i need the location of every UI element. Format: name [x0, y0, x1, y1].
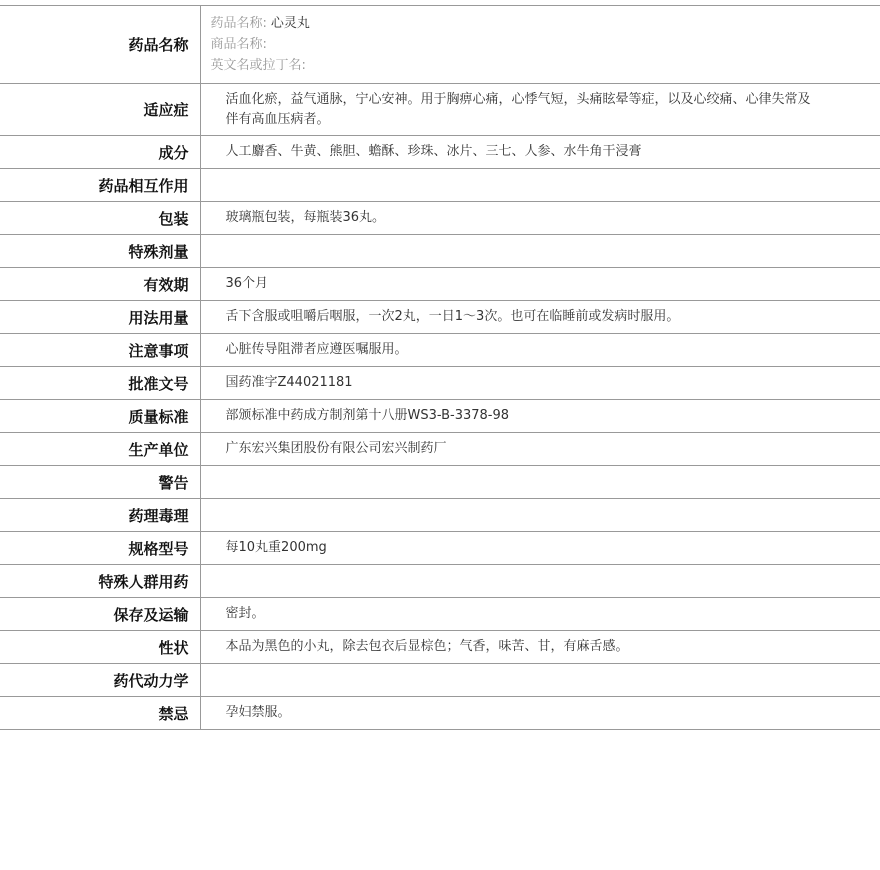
row-quality-standard [0, 400, 880, 433]
row-shelf-life [0, 268, 880, 301]
row-label: 规格型号 [0, 532, 200, 565]
row-value: 心脏传导阻滞者应遵医嘱服用。 [225, 342, 408, 357]
row-value [200, 466, 880, 499]
row-special-populations [0, 565, 880, 598]
row-label: 用法用量 [0, 301, 200, 334]
row-contraindications [0, 697, 880, 730]
row-label: 药品相互作用 [0, 169, 200, 202]
row-label: 质量标准 [0, 400, 200, 433]
row-indications [0, 84, 880, 136]
english-name-label: 英文名或拉丁名: [210, 58, 306, 73]
row-approval-number [0, 367, 880, 400]
row-label: 包装 [0, 202, 200, 235]
row-value: 密封。 [225, 606, 265, 621]
generic-name-line [211, 13, 871, 34]
drug-info-table [0, 5, 880, 730]
row-value: 广东宏兴集团股份有限公司宏兴制药厂 [225, 441, 447, 456]
row-value: 国药准字Z44021181 [225, 375, 353, 390]
row-storage-transport [0, 598, 880, 631]
row-value: 每10丸重200mg [225, 540, 327, 555]
trade-name-label: 商品名称: [210, 37, 267, 52]
row-label: 性状 [0, 631, 200, 664]
row-value: 活血化瘀，益气通脉，宁心安神。用于胸痹心痛，心悸气短，头痛眩晕等症，以及心绞痛、心律失常及伴有高血压病者。 [225, 91, 811, 127]
row-pharmacokinetics [0, 664, 880, 697]
english-name-line [211, 55, 871, 76]
row-value: 人工麝香、牛黄、熊胆、蟾酥、珍珠、冰片、三七、人参、水牛角干浸膏 [225, 144, 642, 159]
row-ingredients [0, 136, 880, 169]
row-value [200, 235, 880, 268]
row-label: 药理毒理 [0, 499, 200, 532]
trade-name-line [211, 34, 871, 55]
row-value: 舌下含服或咀嚼后咽服，一次2丸，一日1～3次。也可在临睡前或发病时服用。 [225, 309, 680, 324]
row-label: 有效期 [0, 268, 200, 301]
row-packaging [0, 202, 880, 235]
row-label: 警告 [0, 466, 200, 499]
row-description [0, 631, 880, 664]
row-usage-dosage [0, 301, 880, 334]
row-label: 成分 [0, 136, 200, 169]
row-label: 特殊人群用药 [0, 565, 200, 598]
row-label: 保存及运输 [0, 598, 200, 631]
row-label: 注意事项 [0, 334, 200, 367]
row-precautions [0, 334, 880, 367]
row-value: 玻璃瓶包装，每瓶装36丸。 [225, 210, 386, 225]
row-interactions [0, 169, 880, 202]
row-value [200, 169, 880, 202]
row-specification [0, 532, 880, 565]
row-label: 适应症 [0, 84, 200, 136]
row-label: 药品名称 [0, 6, 200, 84]
row-value: 本品为黑色的小丸，除去包衣后显棕色；气香，味苦、甘，有麻舌感。 [225, 639, 629, 654]
row-special-dosage [0, 235, 880, 268]
row-pharmacology [0, 499, 880, 532]
row-drug-name [0, 6, 880, 84]
row-warning [0, 466, 880, 499]
row-label: 禁忌 [0, 697, 200, 730]
drug-name-cell [200, 6, 880, 84]
row-label: 药代动力学 [0, 664, 200, 697]
row-label: 生产单位 [0, 433, 200, 466]
generic-name-label: 药品名称: [210, 16, 267, 31]
row-manufacturer [0, 433, 880, 466]
row-value [200, 565, 880, 598]
row-value [200, 664, 880, 697]
row-value: 孕妇禁服。 [225, 705, 291, 720]
generic-name-value: 心灵丸 [270, 16, 310, 31]
row-value [200, 499, 880, 532]
row-value: 36个月 [225, 276, 269, 291]
row-label: 批准文号 [0, 367, 200, 400]
row-label: 特殊剂量 [0, 235, 200, 268]
row-value: 部颁标准中药成方制剂第十八册WS3-B-3378-98 [225, 408, 510, 423]
